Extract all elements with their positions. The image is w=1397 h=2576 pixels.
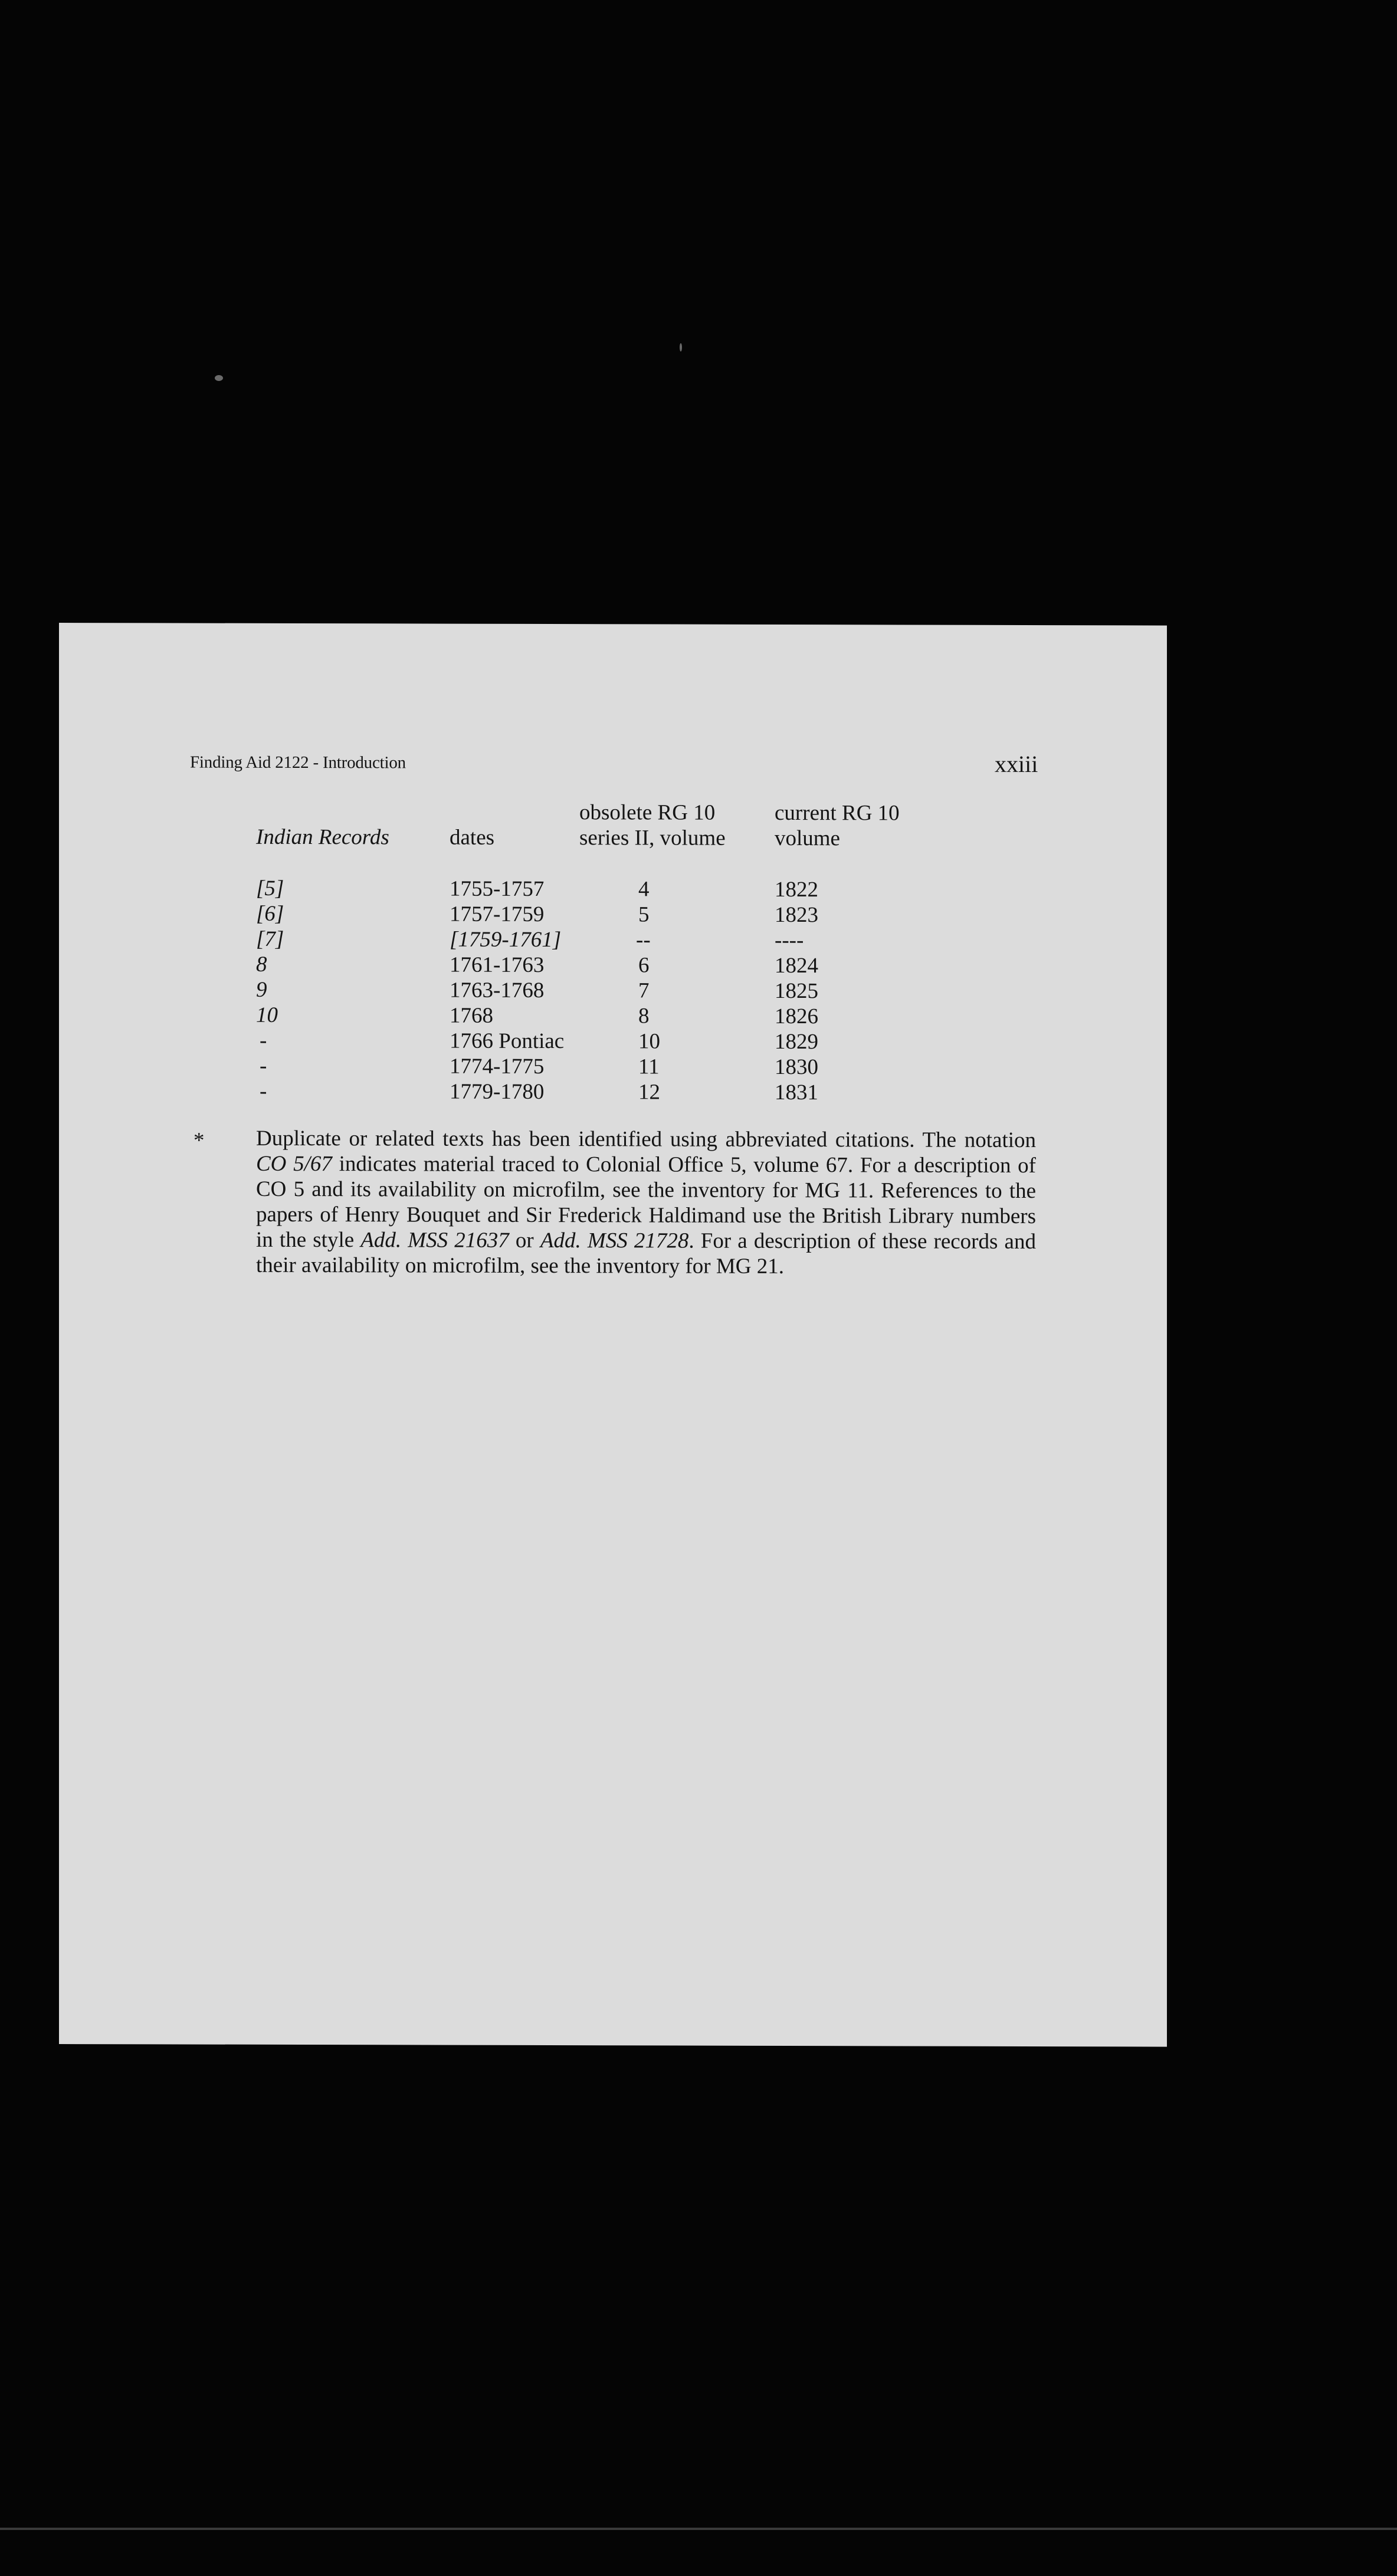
- table-cell-records: 8: [256, 952, 267, 977]
- running-header: Finding Aid 2122 - Introduction: [190, 753, 406, 773]
- scan-speck: [215, 375, 223, 381]
- header-obsolete-line2: series II, volume: [579, 826, 726, 850]
- citation-add-mss-21728: Add. MSS 21728: [540, 1228, 689, 1253]
- scan-speck: [680, 343, 682, 351]
- scan-edge-line: [0, 2528, 1397, 2530]
- document-page: [59, 623, 1167, 2047]
- table-cell-current: 1823: [775, 902, 818, 928]
- table-cell-records: -: [260, 1053, 267, 1078]
- table-cell-dates: 1774-1775: [450, 1054, 545, 1079]
- header-dates: dates: [450, 825, 495, 850]
- table-cell-records: 10: [256, 1003, 278, 1027]
- table-cell-current: 1830: [775, 1054, 818, 1080]
- footnote-text-part: Duplicate or related texts has been identified using abbreviated citations. The notation: [256, 1126, 1036, 1153]
- table-cell-current: 1826: [775, 1004, 818, 1029]
- footnote-text-part: indicates material traced to Colonial Office 5, volume 67. For a description of CO 5 and its availability on microfilm, see the inventory for MG 11. References to the papers of Henry Bouquet and Sir Frederick Haldimand use the British Library numbers in the style: [256, 1152, 1036, 1253]
- table-cell-obsolete: 4: [638, 877, 650, 902]
- table-cell-current: 1825: [775, 978, 818, 1004]
- footnote-marker: *: [194, 1128, 205, 1153]
- header-indian-records: Indian Records: [256, 824, 389, 850]
- table-cell-obsolete: 12: [638, 1080, 660, 1105]
- table-cell-current: 1831: [775, 1080, 818, 1105]
- table-cell-records: -: [260, 1028, 267, 1053]
- citation-co-5-67: CO 5/67: [256, 1151, 332, 1177]
- table-cell-current: 1824: [775, 953, 818, 978]
- table-cell-obsolete: 11: [638, 1054, 660, 1079]
- table-cell-dates: 1763-1768: [450, 978, 545, 1003]
- header-current-line2: volume: [775, 826, 840, 851]
- footnote-text-part: . For a description of these records and their availability on microfilm, see the inventory for MG 21.: [256, 1228, 1036, 1279]
- table-cell-records: 9: [256, 977, 267, 1002]
- citation-add-mss-21637: Add. MSS 21637: [360, 1228, 509, 1253]
- header-current-line1: current RG 10: [775, 800, 900, 826]
- table-cell-current: 1829: [775, 1029, 818, 1054]
- table-cell-obsolete: 10: [638, 1029, 660, 1054]
- footnote-text: [256, 1126, 1036, 1280]
- table-cell-current: 1822: [775, 877, 818, 902]
- page-number: xxiii: [995, 750, 1038, 778]
- table-cell-records: [6]: [256, 901, 284, 926]
- table-cell-dates: 1761-1763: [450, 952, 545, 978]
- table-cell-obsolete: 5: [638, 902, 650, 927]
- table-cell-dates: 1768: [450, 1003, 493, 1028]
- table-cell-obsolete: --: [636, 928, 651, 952]
- table-cell-records: [7]: [256, 926, 284, 951]
- table-cell-dates: 1755-1757: [450, 876, 545, 902]
- table-cell-records: -: [260, 1079, 267, 1103]
- table-cell-dates: [1759-1761]: [450, 927, 562, 952]
- table-cell-dates: 1779-1780: [450, 1079, 545, 1105]
- table-cell-records: [5]: [256, 876, 284, 901]
- table-cell-obsolete: 8: [638, 1004, 650, 1029]
- table-cell-dates: 1757-1759: [450, 902, 545, 927]
- table-cell-obsolete: 6: [638, 953, 650, 978]
- table-cell-current: ----: [775, 928, 804, 953]
- header-obsolete-line1: obsolete RG 10: [579, 800, 716, 825]
- footnote-text-part: or: [509, 1228, 540, 1253]
- table-cell-dates: 1766 Pontiac: [450, 1029, 565, 1054]
- table-cell-obsolete: 7: [638, 978, 650, 1003]
